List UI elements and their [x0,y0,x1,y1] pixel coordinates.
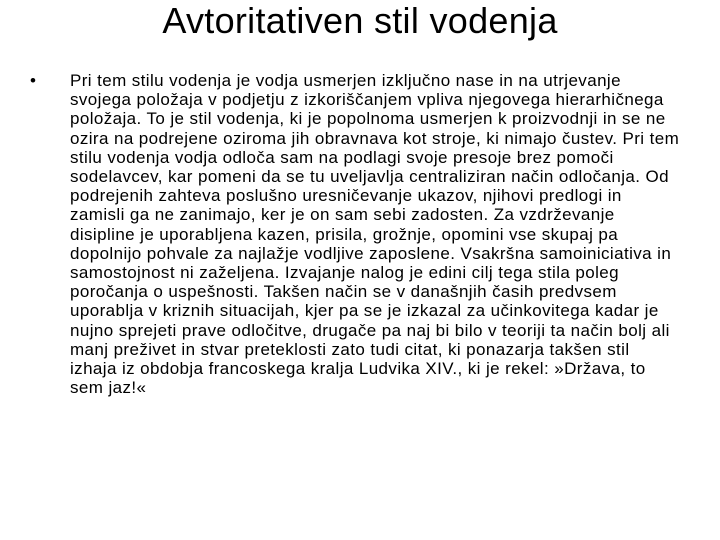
bullet-icon: • [30,71,36,90]
slide-title: Avtoritativen stil vodenja [162,0,558,41]
bullet-text: Pri tem stilu vodenja je vodja usmerjen izključno nase in na utrjevanje svojega položaja v podjetju z izkoriščanjem vpliva njegovega hierarhičnega položaja. To je stil vodenja, ki je popolnoma usmerjen k proizvodnji in se ne ozira na podrejene oziroma jih obravnava kot stroje, ki nimajo čustev. Pri tem stilu vodenja vodja odloča sam na podlagi svoje presoje brez pomoči sodelavcev, kar pomeni da se tu uveljavlja centraliziran način odločanja. Od podrejenih zahteva poslušno uresničevanje ukazov, njihovi predlogi in zamisli ga ne zanimajo, ker je on sam sebi zadosten. Za vzdrževanje disipline je uporabljena kazen, prisila, grožnje, opomini vse skupaj pa dopolnijo pohvale za najlažje vodljive zaposlene. Vsakršna samoiniciativa in samostojnost ni zaželjena. Izvajanje nalog je edini cilj tega stila poleg poročanja o uspešnosti. Takšen način se v današnjih časih predvsem uporablja v kriznih situacijah, kjer pa se je izkazal za učinkovitega kadar je nujno sprejeti prave odločitve, drugače pa naj bi bilo v teoriji ta način bolj ali manj preživet in stvar preteklosti zato tudi citat, ki ponazarja takšen stil izhaja iz obdobja francoskega kralja Ludvika XIV., ki je rekel: »Država, to sem jaz!« [70,71,680,398]
bullet-list [30,71,680,397]
bullet-item [30,71,680,397]
